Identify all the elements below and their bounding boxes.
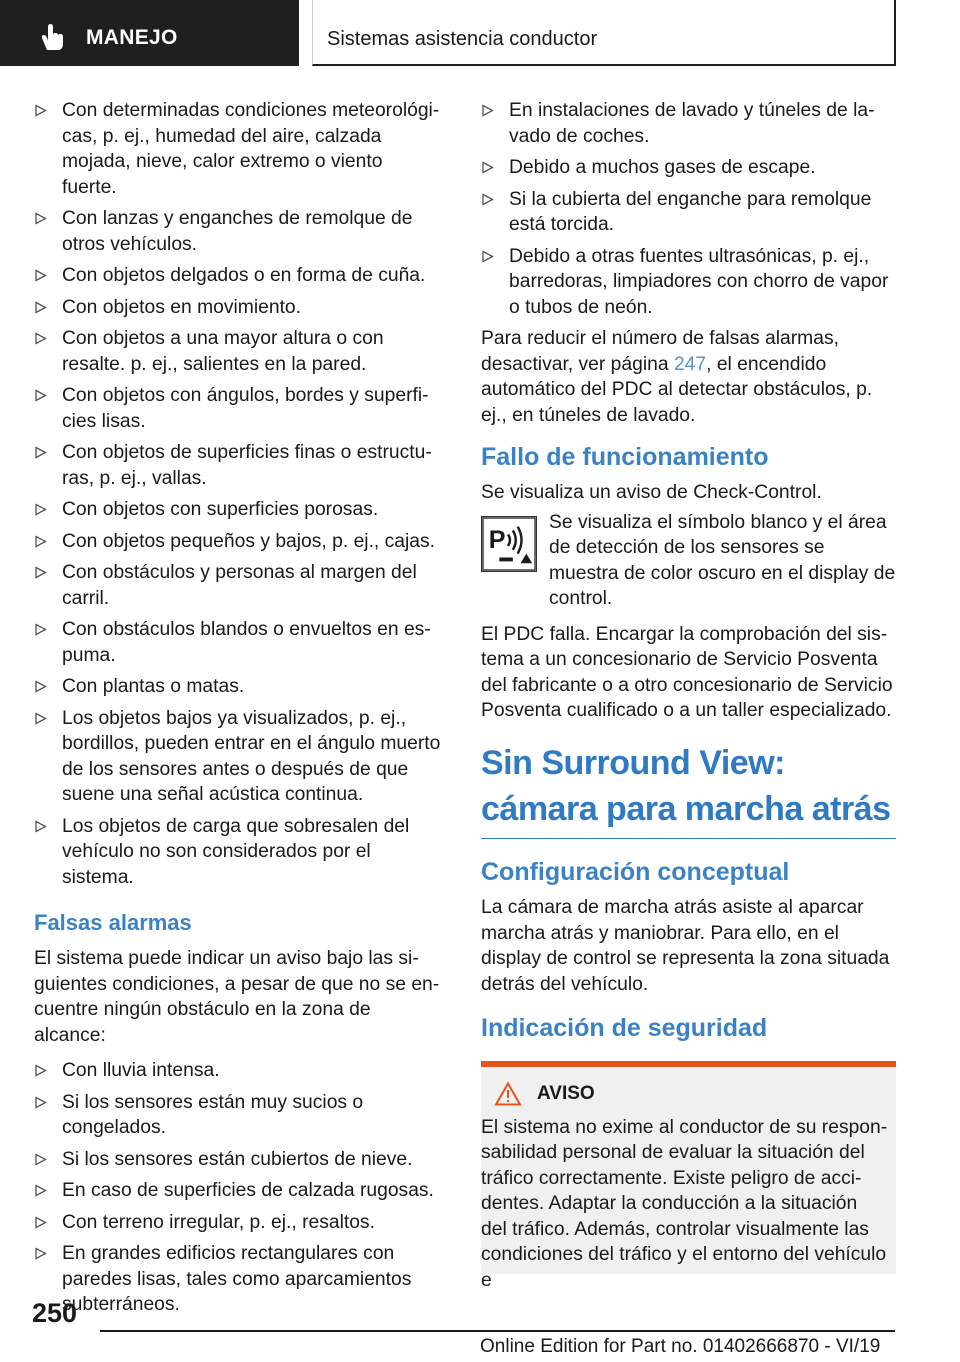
list-item-text: Si la cubierta del enganche para remolque está torcida. xyxy=(509,188,872,235)
header-title-box xyxy=(312,0,896,66)
bullet-arrow-icon xyxy=(481,193,494,206)
list-item-text: Con plantas o matas. xyxy=(62,676,245,697)
bullet-arrow-icon xyxy=(34,1064,47,1077)
list-item xyxy=(34,1058,442,1084)
list-item xyxy=(34,206,442,257)
list-item xyxy=(34,560,442,611)
bullet-arrow-icon xyxy=(34,535,47,548)
safety-heading: Indicación de seguridad xyxy=(481,1014,768,1042)
bullet-arrow-icon xyxy=(34,623,47,636)
list-item-text: Debido a muchos gases de escape. xyxy=(509,157,816,178)
false-alarms-list xyxy=(34,1058,442,1318)
bullet-arrow-icon xyxy=(34,1216,47,1229)
steering-hand-icon xyxy=(38,24,68,52)
list-item xyxy=(34,497,442,523)
list-item xyxy=(34,1147,442,1173)
list-item-text: Con obstáculos y personas al margen del carril. xyxy=(62,562,417,609)
list-item xyxy=(34,814,442,891)
list-item-text: Con lluvia intensa. xyxy=(62,1060,220,1081)
warning-header xyxy=(481,1081,896,1107)
malfunction-intro: Se visualiza un aviso de Check-Control. xyxy=(481,482,822,503)
list-item-text: Con objetos delgados o en forma de cuña. xyxy=(62,265,426,286)
left-column xyxy=(34,98,442,1324)
list-item-text: Con terreno irregular, p. ej., resaltos. xyxy=(62,1211,375,1233)
conditions-list xyxy=(34,98,442,890)
false-alarms-list-continued xyxy=(481,98,896,320)
bullet-arrow-icon xyxy=(34,503,47,516)
header-section-label: MANEJO xyxy=(86,26,178,49)
bullet-arrow-icon xyxy=(34,566,47,579)
bullet-arrow-icon xyxy=(34,1184,47,1197)
list-item-text: Los objetos de carga que sobresalen del vehículo no son considerados por el sistema. xyxy=(62,815,410,888)
list-item xyxy=(34,706,442,808)
footer-edition: Online Edition for Part no. 01402666870 - VI/19 xyxy=(480,1336,881,1357)
list-item xyxy=(34,295,442,321)
header-title: Sistemas asistencia conductor xyxy=(327,28,598,50)
bullet-arrow-icon xyxy=(481,161,494,174)
list-item-text: En instalaciones de lavado y túneles de lavado de coches. xyxy=(509,100,875,147)
chapter-rule xyxy=(481,838,896,840)
concept-heading: Configuración conceptual xyxy=(481,858,790,886)
bullet-arrow-icon xyxy=(34,269,47,282)
list-item-text: En grandes edificios rectangulares con paredes lisas, tales como aparcamientos subterráneos. xyxy=(62,1243,412,1315)
warning-triangle-icon xyxy=(495,1082,521,1106)
list-item xyxy=(34,98,442,200)
list-item-text: Con determinadas condiciones meteorológicas, p. ej., humedad del aire, calzada mojada, nieve, calor extremo o viento fuerte. xyxy=(62,100,440,198)
reduce-alarms-text: Para reducir el número de falsas alarmas, desactivar, ver página xyxy=(481,328,839,375)
list-item xyxy=(34,263,442,289)
list-item xyxy=(34,1090,442,1141)
list-item xyxy=(34,440,442,491)
list-item-text: Si los sensores están muy sucios o congelados. xyxy=(62,1091,364,1138)
bullet-arrow-icon xyxy=(34,332,47,345)
header-section-tab xyxy=(0,0,299,66)
bullet-arrow-icon xyxy=(481,104,494,117)
concept-text: La cámara de marcha atrás asiste al aparcar marcha atrás y maniobrar. Para ello, en el display de control se representa la zona situada detrás del vehículo. xyxy=(481,897,890,995)
list-item xyxy=(34,674,442,700)
chapter-heading: Sin Surround View: cámara para marcha atrás xyxy=(481,743,891,828)
symbol-description: Se visualiza el símbolo blanco y el área de detección de los sensores se muestra de color oscuro en el display de control. xyxy=(549,511,896,609)
svg-text:P: P xyxy=(488,525,506,554)
warning-text: El sistema no exime al conductor de su responsabilidad personal de evaluar la situación del tráfico correctamente. Existe peligro de accidentes. Adaptar la conducción a la situación del tráfico. Además, controlar visualmente las condiciones del tráfico y el entorno del vehículo e xyxy=(481,1116,888,1291)
list-item xyxy=(34,326,442,377)
bullet-arrow-icon xyxy=(481,250,494,263)
list-item-text: Con objetos con ángulos, bordes y superficies lisas. xyxy=(62,385,429,432)
footer-rule xyxy=(100,1330,895,1332)
reduce-alarms-paragraph xyxy=(481,326,896,428)
false-alarms-heading: Falsas alarmas xyxy=(34,910,192,935)
bullet-arrow-icon xyxy=(34,212,47,225)
list-item-text: Con objetos pequeños y bajos, p. ej., cajas. xyxy=(62,530,436,552)
list-item xyxy=(481,155,896,181)
list-item xyxy=(481,187,896,238)
bullet-arrow-icon xyxy=(34,301,47,314)
bullet-arrow-icon xyxy=(34,1247,47,1260)
list-item-text: Con objetos en movimiento. xyxy=(62,296,302,318)
list-item xyxy=(34,617,442,668)
false-alarms-intro: El sistema puede indicar un aviso bajo las siguientes condiciones, a pesar de que no se encuentre ningún obstáculo en la zona de alcance: xyxy=(34,948,440,1046)
malfunction-text: El PDC falla. Encargar la comprobación del sistema a un concesionario de Servicio Posventa del fabricante o a otro concesionario de Servicio Posventa cualificado o a un taller especializado. xyxy=(481,623,893,721)
list-item xyxy=(34,1210,442,1236)
list-item-text: Si los sensores están cubiertos de nieve. xyxy=(62,1148,413,1170)
reduce-alarms-text-end: , el encendido automático del PDC al detectar obstáculos, p. ej., en túneles de lavado. xyxy=(481,353,873,426)
list-item-text: Con objetos con superficies porosas. xyxy=(62,499,379,520)
list-item-text: Con lanzas y enganches de remolque de otros vehículos. xyxy=(62,208,413,255)
bullet-arrow-icon xyxy=(34,820,47,833)
list-item-text: Los objetos bajos ya visualizados, p. ej., bordillos, pueden entrar en el ángulo muerto de los sensores antes o después de que suene una señal acústica continua. xyxy=(62,707,441,805)
pdc-fault-symbol-icon xyxy=(481,516,537,572)
warning-box xyxy=(481,1061,896,1291)
bullet-arrow-icon xyxy=(34,1096,47,1109)
list-item-text: Con objetos a una mayor altura o con resalte. p. ej., salientes en la pared. xyxy=(62,328,384,375)
page-number: 250 xyxy=(32,1298,78,1328)
list-item xyxy=(34,383,442,434)
list-item xyxy=(34,1241,442,1318)
bullet-arrow-icon xyxy=(34,446,47,459)
bullet-arrow-icon xyxy=(34,389,47,402)
malfunction-heading: Fallo de funcionamiento xyxy=(481,443,769,471)
bullet-arrow-icon xyxy=(34,680,47,693)
list-item xyxy=(34,1178,442,1204)
bullet-arrow-icon xyxy=(34,104,47,117)
list-item-text: Con obstáculos blandos o envueltos en espuma. xyxy=(62,619,431,666)
warning-label: AVISO xyxy=(537,1083,595,1104)
bullet-arrow-icon xyxy=(34,1153,47,1166)
symbol-row xyxy=(481,510,896,612)
list-item xyxy=(481,244,896,321)
right-column xyxy=(481,98,896,1291)
bullet-arrow-icon xyxy=(34,712,47,725)
list-item xyxy=(34,529,442,555)
list-item-text: Con objetos de superficies finas o estructuras, p. ej., vallas. xyxy=(62,442,432,489)
page-reference-link[interactable]: 247 xyxy=(673,353,707,375)
list-item-text: En caso de superficies de calzada rugosas. xyxy=(62,1180,434,1201)
list-item xyxy=(481,98,896,149)
list-item-text: Debido a otras fuentes ultrasónicas, p. ej., barredoras, limpiadores con chorro de vapor o tubos de neón. xyxy=(509,245,889,318)
